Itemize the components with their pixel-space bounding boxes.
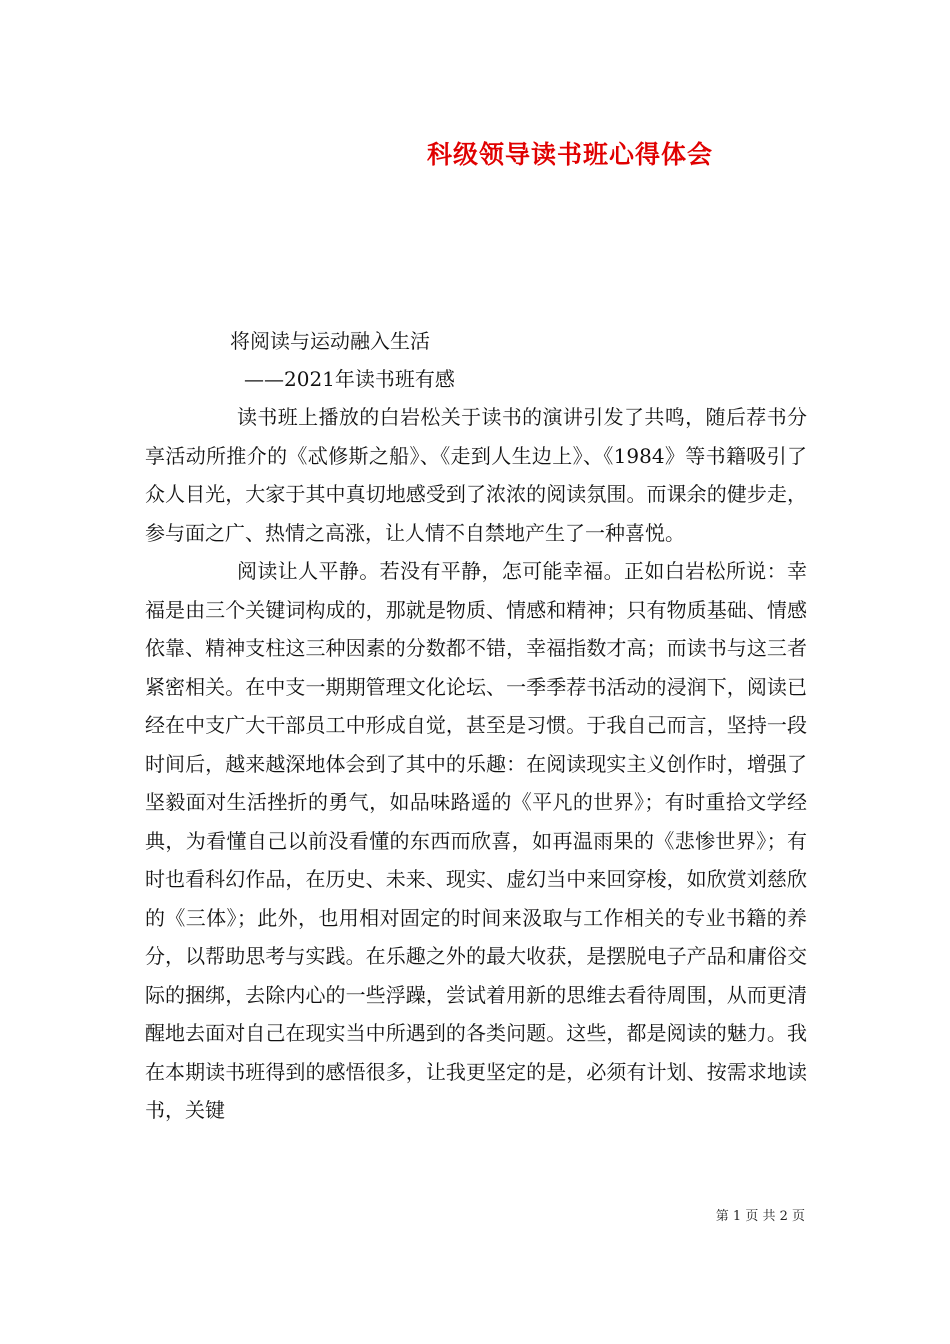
article-subtitle-secondary: ——2021年读书班有感	[244, 367, 455, 391]
paragraph-1: 读书班上播放的白岩松关于读书的演讲引发了共鸣，随后荐书分享活动所推介的《忒修斯之船》、《走到人生边上》、《1984》等书籍吸引了众人目光，大家于其中真切地感受到了浓浓的阅读氛围。而课余的健步走，参与面之广、热情之高涨，让人情不自禁地产生了一种喜悦。	[145, 405, 807, 545]
page-title: 科级领导读书班心得体会	[426, 140, 713, 169]
article-body	[145, 398, 807, 1130]
article-subtitle: 将阅读与运动融入生活	[230, 329, 430, 353]
page-number: 第 1 页 共 2 页	[715, 1209, 805, 1224]
paragraph-2: 阅读让人平静。若没有平静，怎可能幸福。正如白岩松所说：幸福是由三个关键词构成的，那就是物质、情感和精神；只有物质基础、情感依靠、精神支柱这三种因素的分数都不错，幸福指数才高；而读书与这三者紧密相关。在中支一期期管理文化论坛、一季季荐书活动的浸润下，阅读已经在中支广大干部员工中形成自觉，甚至是习惯。于我自己而言，坚持一段时间后，越来越深地体会到了其中的乐趣：在阅读现实主义创作时，增强了坚毅面对生活挫折的勇气，如品味路遥的《平凡的世界》；有时重拾文学经典，为看懂自己以前没看懂的东西而欣喜，如再温雨果的《悲惨世界》；有时也看科幻作品，在历史、未来、现实、虚幻当中来回穿梭，如欣赏刘慈欣的《三体》；此外，也用相对固定的时间来汲取与工作相关的专业书籍的养分，以帮助思考与实践。在乐趣之外的最大收获，是摆脱电子产品和庸俗交际的捆绑，去除内心的一些浮躁，尝试着用新的思维去看待周围，从而更清醒地去面对自己在现实当中所遇到的各类问题。这些，都是阅读的魅力。我在本期读书班得到的感悟很多，让我更坚定的是，必须有计划、按需求地读书，关键	[145, 559, 807, 1122]
